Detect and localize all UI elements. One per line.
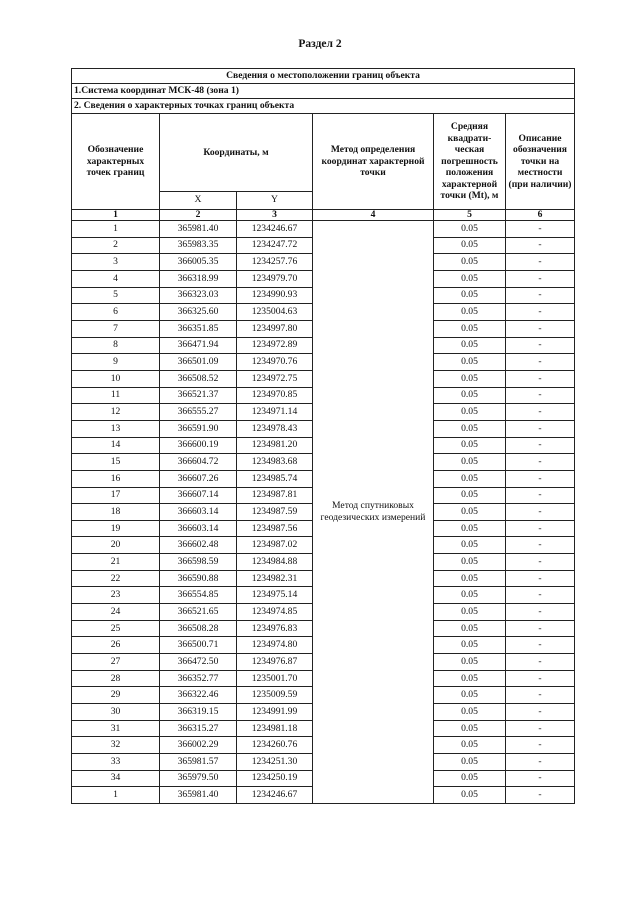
accuracy-cell: 0.05 [434,770,506,787]
coordinate-system: 1.Система координат МСК-48 (зона 1) [72,84,575,99]
description-cell: - [506,754,575,771]
header-description: Описание обозначения точки на местности (при наличии) [506,114,575,210]
description-cell: - [506,770,575,787]
x-coordinate-cell: 366607.26 [160,470,237,487]
x-coordinate-cell: 365981.57 [160,754,237,771]
y-coordinate-cell: 1234251.30 [237,754,313,771]
point-number-cell: 7 [72,320,160,337]
accuracy-cell: 0.05 [434,637,506,654]
description-cell: - [506,270,575,287]
y-coordinate-cell: 1234984.88 [237,554,313,571]
description-cell: - [506,570,575,587]
accuracy-cell: 0.05 [434,420,506,437]
accuracy-cell: 0.05 [434,620,506,637]
column-number-row [72,210,575,221]
accuracy-cell: 0.05 [434,704,506,721]
description-cell: - [506,287,575,304]
y-coordinate-cell: 1234246.67 [237,787,313,804]
accuracy-cell: 0.05 [434,287,506,304]
description-cell: - [506,237,575,254]
y-coordinate-cell: 1234247.72 [237,237,313,254]
point-number-cell: 17 [72,487,160,504]
x-coordinate-cell: 366521.37 [160,387,237,404]
y-coordinate-cell: 1235001.70 [237,670,313,687]
point-number-cell: 18 [72,504,160,521]
accuracy-cell: 0.05 [434,604,506,621]
description-cell: - [506,687,575,704]
x-coordinate-cell: 366603.14 [160,504,237,521]
x-coordinate-cell: 366319.15 [160,704,237,721]
header-y: Y [237,191,313,209]
x-coordinate-cell: 366315.27 [160,720,237,737]
accuracy-cell: 0.05 [434,554,506,571]
x-coordinate-cell: 366002.29 [160,737,237,754]
section-heading: Раздел 2 [298,38,342,50]
y-coordinate-cell: 1234975.14 [237,587,313,604]
y-coordinate-cell: 1234987.59 [237,504,313,521]
accuracy-cell: 0.05 [434,487,506,504]
description-cell: - [506,454,575,471]
accuracy-cell: 0.05 [434,437,506,454]
description-cell: - [506,404,575,421]
point-number-cell: 4 [72,270,160,287]
y-coordinate-cell: 1234246.67 [237,221,313,238]
description-cell: - [506,620,575,637]
x-coordinate-cell: 366005.35 [160,254,237,271]
column-number-6: 6 [506,210,575,221]
x-coordinate-cell: 366508.28 [160,620,237,637]
y-coordinate-cell: 1234974.80 [237,637,313,654]
description-cell: - [506,654,575,671]
y-coordinate-cell: 1234981.20 [237,437,313,454]
x-coordinate-cell: 366471.94 [160,337,237,354]
point-number-cell: 2 [72,237,160,254]
description-cell: - [506,720,575,737]
header-method: Метод определения координат характерной точки [313,114,434,210]
description-cell: - [506,320,575,337]
x-coordinate-cell: 365981.40 [160,221,237,238]
description-cell: - [506,437,575,454]
y-coordinate-cell: 1234990.93 [237,287,313,304]
x-coordinate-cell: 366521.65 [160,604,237,621]
accuracy-cell: 0.05 [434,470,506,487]
point-number-cell: 14 [72,437,160,454]
accuracy-cell: 0.05 [434,520,506,537]
accuracy-cell: 0.05 [434,454,506,471]
point-number-cell: 24 [72,604,160,621]
y-coordinate-cell: 1234971.14 [237,404,313,421]
accuracy-cell: 0.05 [434,787,506,804]
description-cell: - [506,354,575,371]
accuracy-cell: 0.05 [434,537,506,554]
column-number-3: 3 [237,210,313,221]
point-number-cell: 22 [72,570,160,587]
x-coordinate-cell: 366604.72 [160,454,237,471]
description-cell: - [506,254,575,271]
points-subtitle: 2. Сведения о характерных точках границ объекта [72,99,575,114]
y-coordinate-cell: 1234987.02 [237,537,313,554]
accuracy-cell: 0.05 [434,254,506,271]
x-coordinate-cell: 366607.14 [160,487,237,504]
point-number-cell: 20 [72,537,160,554]
method-cell: Метод спутниковых геодезических измерений [313,221,434,804]
description-cell: - [506,504,575,521]
description-cell: - [506,637,575,654]
point-number-cell: 16 [72,470,160,487]
accuracy-cell: 0.05 [434,221,506,238]
point-number-cell: 1 [72,787,160,804]
table-row [72,221,575,238]
x-coordinate-cell: 366322.46 [160,687,237,704]
x-coordinate-cell: 366603.14 [160,520,237,537]
description-cell: - [506,604,575,621]
x-coordinate-cell: 366323.03 [160,287,237,304]
accuracy-cell: 0.05 [434,387,506,404]
description-cell: - [506,587,575,604]
header-point-designation: Обозначение характерных точек границ [72,114,160,210]
x-coordinate-cell: 366352.77 [160,670,237,687]
point-number-cell: 11 [72,387,160,404]
point-number-cell: 13 [72,420,160,437]
x-coordinate-cell: 365981.40 [160,787,237,804]
column-number-2: 2 [160,210,237,221]
y-coordinate-cell: 1234981.18 [237,720,313,737]
point-number-cell: 30 [72,704,160,721]
y-coordinate-cell: 1234983.68 [237,454,313,471]
accuracy-cell: 0.05 [434,337,506,354]
point-number-cell: 3 [72,254,160,271]
accuracy-cell: 0.05 [434,320,506,337]
description-cell: - [506,737,575,754]
point-number-cell: 15 [72,454,160,471]
y-coordinate-cell: 1234257.76 [237,254,313,271]
accuracy-cell: 0.05 [434,754,506,771]
y-coordinate-cell: 1234972.75 [237,370,313,387]
point-number-cell: 26 [72,637,160,654]
point-number-cell: 9 [72,354,160,371]
y-coordinate-cell: 1234976.83 [237,620,313,637]
y-coordinate-cell: 1235009.59 [237,687,313,704]
accuracy-cell: 0.05 [434,304,506,321]
accuracy-cell: 0.05 [434,237,506,254]
y-coordinate-cell: 1234987.81 [237,487,313,504]
header-x: X [160,191,237,209]
accuracy-cell: 0.05 [434,504,506,521]
boundary-points-table [71,68,575,804]
accuracy-cell: 0.05 [434,404,506,421]
x-coordinate-cell: 366598.59 [160,554,237,571]
point-number-cell: 32 [72,737,160,754]
header-row [72,114,575,192]
table-title-row [72,69,575,84]
column-number-4: 4 [313,210,434,221]
description-cell: - [506,420,575,437]
table-title: Сведения о местоположении границ объекта [72,69,575,84]
y-coordinate-cell: 1235004.63 [237,304,313,321]
y-coordinate-cell: 1234250.19 [237,770,313,787]
accuracy-cell: 0.05 [434,670,506,687]
y-coordinate-cell: 1234974.85 [237,604,313,621]
description-cell: - [506,554,575,571]
point-number-cell: 25 [72,620,160,637]
y-coordinate-cell: 1234970.76 [237,354,313,371]
point-number-cell: 33 [72,754,160,771]
point-number-cell: 34 [72,770,160,787]
description-cell: - [506,304,575,321]
column-number-5: 5 [434,210,506,221]
x-coordinate-cell: 366555.27 [160,404,237,421]
x-coordinate-cell: 366591.90 [160,420,237,437]
description-cell: - [506,520,575,537]
point-number-cell: 21 [72,554,160,571]
y-coordinate-cell: 1234979.70 [237,270,313,287]
x-coordinate-cell: 366472.50 [160,654,237,671]
description-cell: - [506,537,575,554]
x-coordinate-cell: 365983.35 [160,237,237,254]
description-cell: - [506,370,575,387]
y-coordinate-cell: 1234970.85 [237,387,313,404]
accuracy-cell: 0.05 [434,570,506,587]
x-coordinate-cell: 366325.60 [160,304,237,321]
x-coordinate-cell: 366508.52 [160,370,237,387]
point-number-cell: 27 [72,654,160,671]
accuracy-cell: 0.05 [434,587,506,604]
description-cell: - [506,787,575,804]
point-number-cell: 5 [72,287,160,304]
x-coordinate-cell: 366318.99 [160,270,237,287]
y-coordinate-cell: 1234991.99 [237,704,313,721]
description-cell: - [506,221,575,238]
x-coordinate-cell: 366501.09 [160,354,237,371]
point-number-cell: 1 [72,221,160,238]
point-number-cell: 31 [72,720,160,737]
point-number-cell: 12 [72,404,160,421]
description-cell: - [506,670,575,687]
y-coordinate-cell: 1234985.74 [237,470,313,487]
point-number-cell: 10 [72,370,160,387]
y-coordinate-cell: 1234997.80 [237,320,313,337]
description-cell: - [506,337,575,354]
y-coordinate-cell: 1234978.43 [237,420,313,437]
point-number-cell: 6 [72,304,160,321]
point-number-cell: 8 [72,337,160,354]
accuracy-cell: 0.05 [434,654,506,671]
x-coordinate-cell: 365979.50 [160,770,237,787]
x-coordinate-cell: 366554.85 [160,587,237,604]
y-coordinate-cell: 1234982.31 [237,570,313,587]
header-coordinates: Координаты, м [160,114,313,192]
accuracy-cell: 0.05 [434,270,506,287]
point-number-cell: 23 [72,587,160,604]
description-cell: - [506,470,575,487]
x-coordinate-cell: 366600.19 [160,437,237,454]
y-coordinate-cell: 1234987.56 [237,520,313,537]
accuracy-cell: 0.05 [434,370,506,387]
y-coordinate-cell: 1234972.89 [237,337,313,354]
accuracy-cell: 0.05 [434,687,506,704]
description-cell: - [506,704,575,721]
points-subtitle-row [72,99,575,114]
y-coordinate-cell: 1234976.87 [237,654,313,671]
coordinate-system-row [72,84,575,99]
header-accuracy: Средняя квадрати-ческая погрешность положения характерной точки (Mt), м [434,114,506,210]
description-cell: - [506,487,575,504]
accuracy-cell: 0.05 [434,737,506,754]
table-body [72,69,575,804]
accuracy-cell: 0.05 [434,354,506,371]
description-cell: - [506,387,575,404]
x-coordinate-cell: 366351.85 [160,320,237,337]
point-number-cell: 28 [72,670,160,687]
point-number-cell: 19 [72,520,160,537]
column-number-1: 1 [72,210,160,221]
point-number-cell: 29 [72,687,160,704]
x-coordinate-cell: 366602.48 [160,537,237,554]
x-coordinate-cell: 366590.88 [160,570,237,587]
accuracy-cell: 0.05 [434,720,506,737]
y-coordinate-cell: 1234260.76 [237,737,313,754]
x-coordinate-cell: 366500.71 [160,637,237,654]
